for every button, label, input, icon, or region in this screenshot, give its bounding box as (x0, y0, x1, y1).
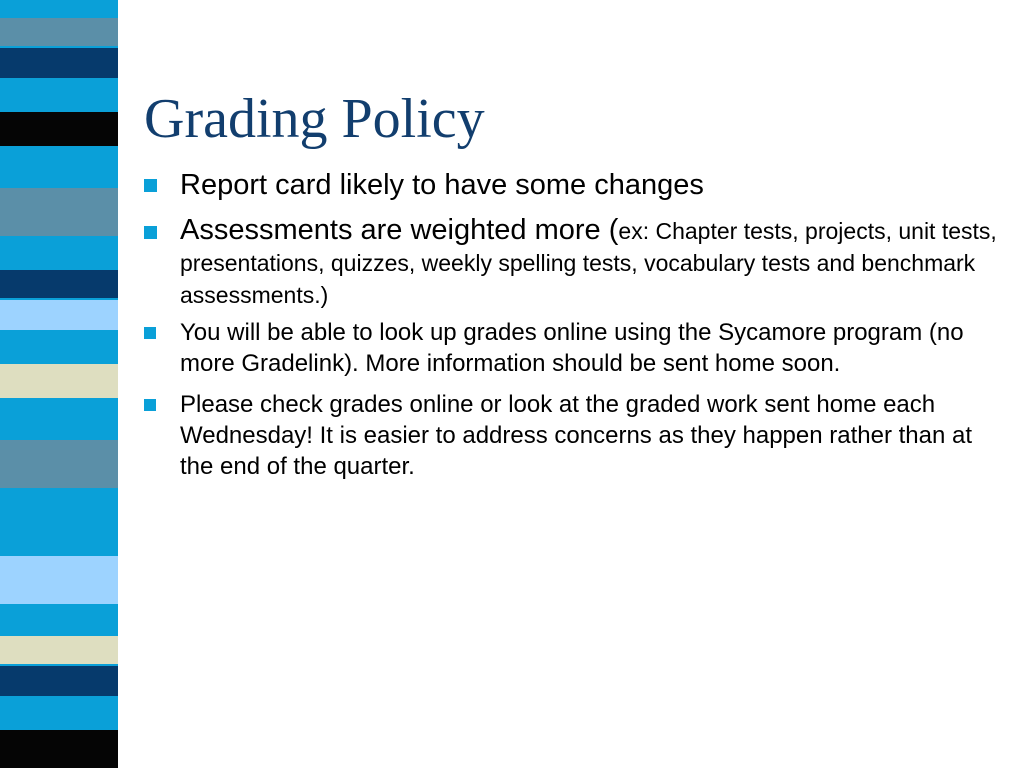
stripe-band (0, 48, 118, 78)
stripe-band (0, 440, 118, 488)
stripe-band (0, 112, 118, 146)
bullet-text: You will be able to look up grades online using the Sycamore program (no more Gradelink). More information should be sent home soon. (180, 319, 964, 377)
bullet-text: Please check grades online or look at the graded work sent home each Wednesday! It is easier to address concerns as they happen rather than at the end of the quarter. (180, 391, 973, 480)
stripe-band (0, 556, 118, 604)
bullet-item (144, 215, 1010, 311)
bullet-detail-text: ex: Chapter tests, projects, unit tests, presentations, quizzes, weekly spelling tests, vocabulary tests and benchmark assessments.) (180, 218, 997, 308)
bullet-lead-text: Assessments are weighted more ( (180, 214, 619, 246)
bullet-text (180, 215, 1010, 311)
slide-title: Grading Policy (144, 88, 485, 150)
stripe-band (0, 270, 118, 298)
bullet-item (144, 317, 1010, 379)
stripe-band (0, 636, 118, 664)
square-bullet-icon (144, 399, 156, 411)
bullet-list (144, 166, 1010, 482)
square-bullet-icon (144, 179, 157, 192)
stripe-band (0, 188, 118, 236)
bullet-item (144, 166, 1010, 204)
square-bullet-icon (144, 226, 157, 239)
stripe-band (0, 18, 118, 46)
square-bullet-icon (144, 327, 156, 339)
bullet-item (144, 389, 1010, 482)
stripe-band (0, 300, 118, 330)
stripe-band (0, 730, 118, 768)
stripe-band (0, 666, 118, 696)
decorative-stripe-bar (0, 0, 118, 768)
bullet-text: Report card likely to have some changes (180, 169, 704, 201)
stripe-band (0, 364, 118, 398)
